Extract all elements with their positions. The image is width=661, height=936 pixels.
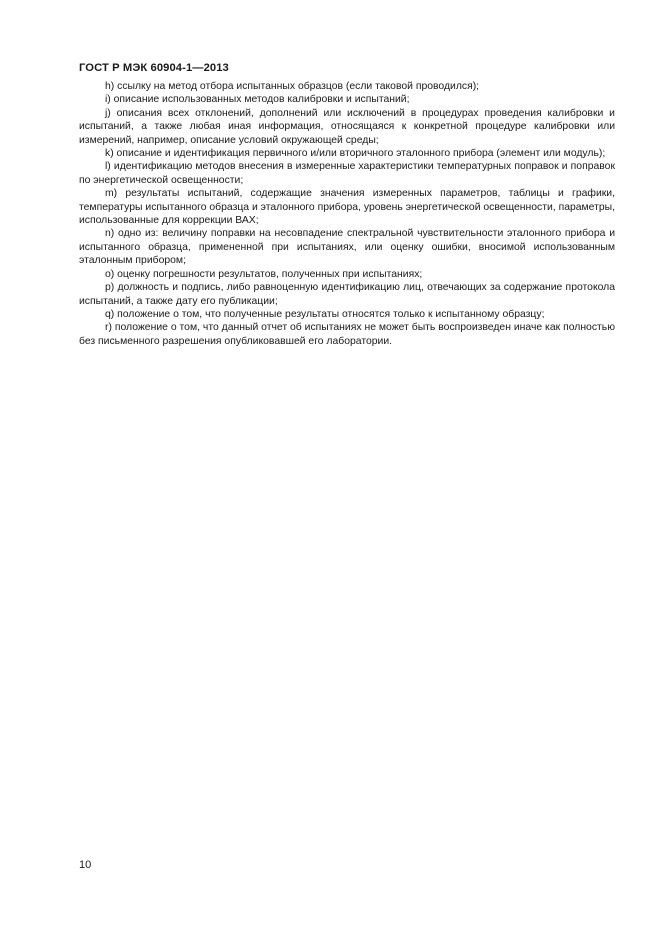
list-item-o: o) оценку погрешности результатов, полученных при испытаниях; xyxy=(105,268,423,280)
list-item-p: p) должность и подпись, либо равноценную идентификацию лиц, отвечающих за содержание протокола испытаний, а также дату его публикации; xyxy=(79,282,615,307)
list-item-h: h) ссылку на метод отбора испытанных образцов (если таковой проводился); xyxy=(105,81,480,92)
list-item-l: l) идентификацию методов внесения в измеренные характеристики температурных поправок и поправок по энергетической освещенности; xyxy=(79,161,615,186)
list-item-i: i) описание использованных методов калибровки и испытаний; xyxy=(105,94,410,106)
list-item-n: n) одно из: величину поправки на несовпадение спектральной чувствительности эталонного прибора и испытанного образца, примененной при испытаниях, или оценку ошибки, вносимой использованным эталонным прибором; xyxy=(79,228,615,267)
document-header: ГОСТ Р МЭК 60904-1—2013 xyxy=(79,62,229,74)
list-item-q: q) положение о том, что полученные результаты относятся только к испытанному образцу; xyxy=(105,308,545,320)
document-body xyxy=(79,80,615,348)
page-number: 10 xyxy=(79,859,92,871)
list-item-m: m) результаты испытаний, содержащие значения измеренных параметров, таблицы и графики, температуры испытанного образца и эталонного прибора, уровень энергетической освещенности, параметры, использованные для коррекции ВАХ; xyxy=(79,188,615,227)
list-item-r: r) положение о том, что данный отчет об испытаниях не может быть воспроизведен иначе как полностью без письменного разрешения опубликовавшей его лаборатории. xyxy=(79,322,615,347)
list-item-j: j) описания всех отклонений, дополнений или исключений в процедурах проведения калибровки и испытаний, а также любая иная информация, относящаяся к конкретной процедуре калибровки или измерений, например, описание условий окружающей среды; xyxy=(79,107,615,146)
list-item-k: k) описание и идентификация первичного и/или вторичного эталонного прибора (элемент или модуль); xyxy=(105,148,606,160)
